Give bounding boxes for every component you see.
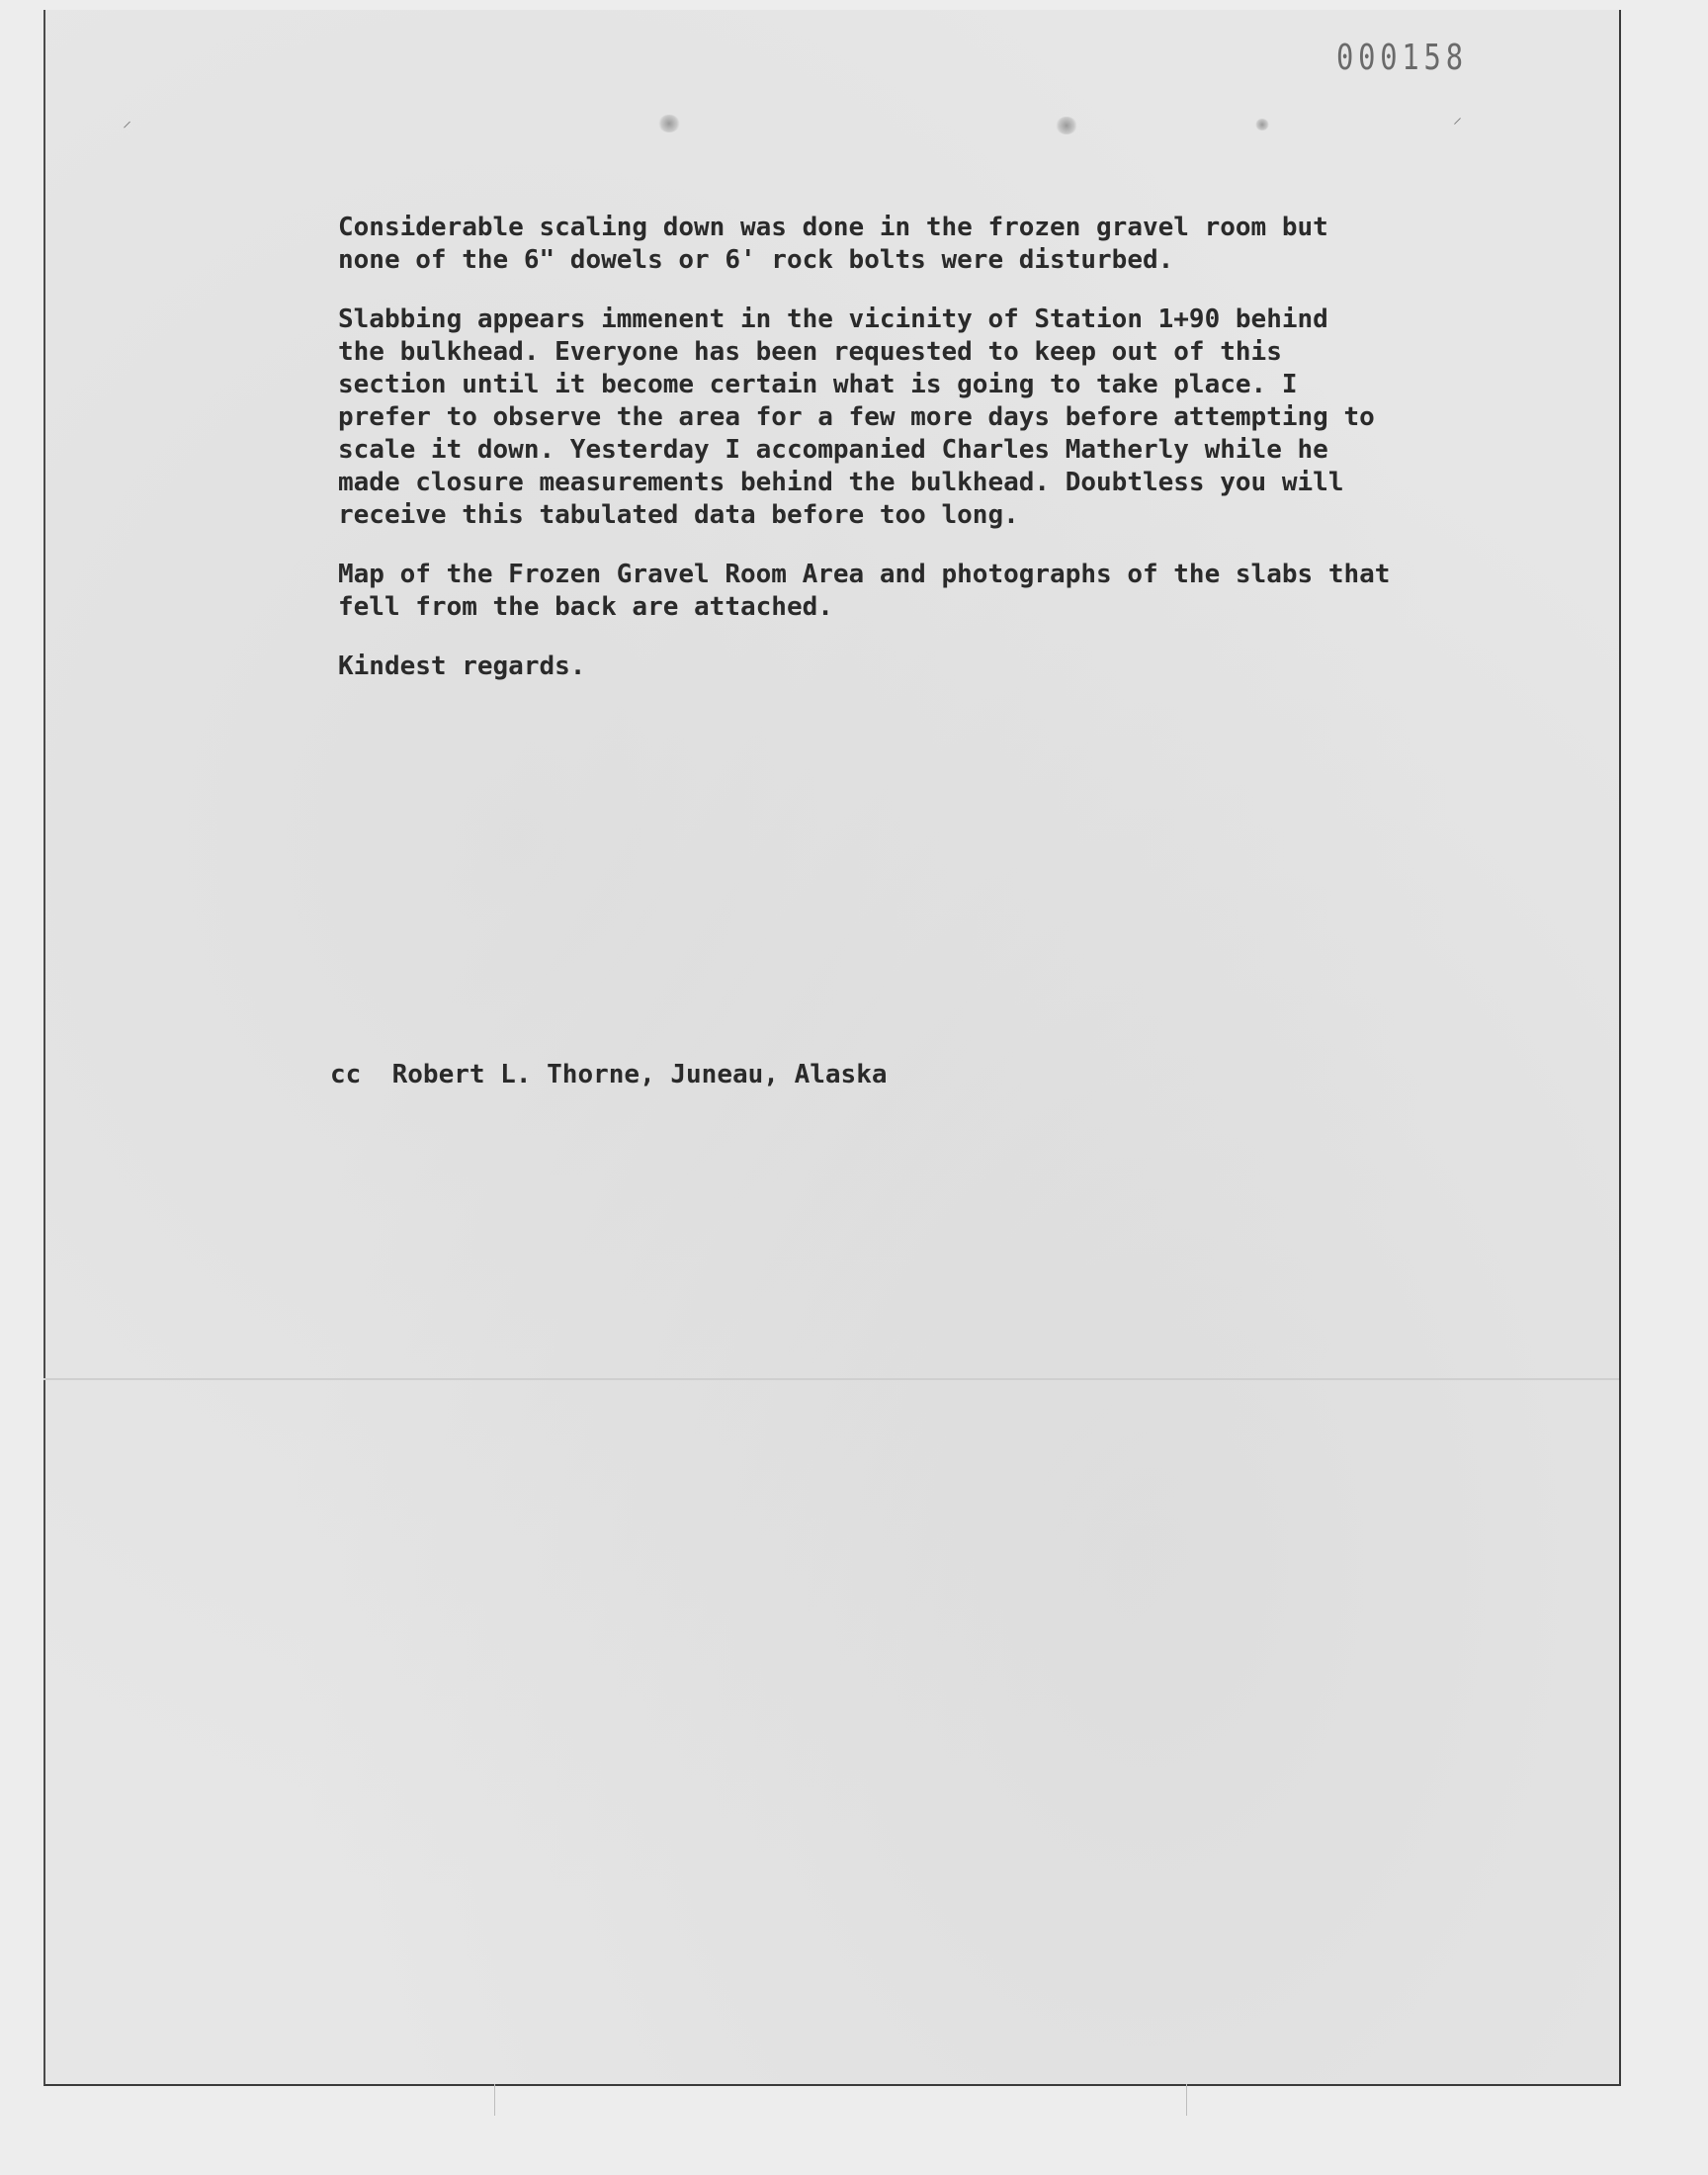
paragraph-map: Map of the Frozen Gravel Room Area and photographs of the slabs that fell from the back are attached. <box>338 560 1391 622</box>
bottom-edge-mark <box>1186 2084 1187 2116</box>
page-number-stamp: 000158 <box>1336 38 1468 78</box>
letter-body <box>338 212 1494 710</box>
paragraph-scaling: Considerable scaling down was done in the frozen gravel room but none of the 6" dowels or 6' rock bolts were disturbed. <box>338 213 1328 275</box>
paragraph-slabbing: Slabbing appears immenent in the vicinity of Station 1+90 behind the bulkhead. Everyone has been requested to keep out of this section until it become certain what is going to take place. I prefer to observe the area for a few more days before attempting to scale it down. Yesterday I accompanied Charles Matherly while he made closure measurements behind the bulkhead. Doubtless you will receive this tabulated data before too long. <box>338 304 1375 530</box>
punch-hole-mark <box>1255 119 1269 130</box>
cc-line: cc Robert L. Thorne, Juneau, Alaska <box>330 1060 888 1089</box>
bottom-edge-mark <box>494 2084 495 2116</box>
smudge-mark: ⸍ <box>1453 115 1462 135</box>
punch-hole-mark <box>1056 117 1077 134</box>
paper-fold-line <box>43 1378 1619 1380</box>
punch-hole-mark <box>658 115 680 132</box>
closing-regards: Kindest regards. <box>338 652 586 681</box>
smudge-mark: ⸝ <box>123 111 131 131</box>
